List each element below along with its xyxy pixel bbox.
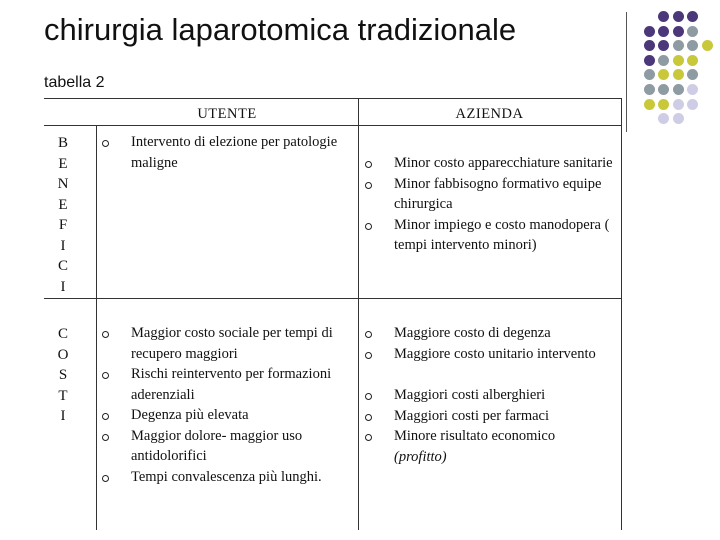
list-item: Maggiori costi alberghieri <box>359 385 617 406</box>
list-item: Minor costo apparecchiature sanitarie <box>359 153 617 174</box>
decorative-dot <box>658 40 669 51</box>
list-item: Minor fabbisogno formativo equipe chirurgica <box>359 174 617 215</box>
row-label-letter: I <box>60 278 66 295</box>
decorative-divider <box>626 12 627 132</box>
benefici-utente-cell <box>96 132 356 173</box>
row-label-letter: O <box>57 346 69 363</box>
list-item: Maggior dolore- maggior uso antidolorifici <box>96 426 354 467</box>
row-label-letter: C <box>57 326 68 342</box>
decorative-dot <box>702 40 713 51</box>
row-label-costi <box>53 324 73 427</box>
row-label-letter: I <box>60 408 66 424</box>
decorative-dot <box>687 99 698 110</box>
row-label-letter: E <box>58 196 68 213</box>
list-item: Rischi reintervento per formazioni aderenziali <box>96 364 354 405</box>
decorative-dot <box>673 69 684 80</box>
decorative-dot <box>658 26 669 37</box>
list-item: Degenza più elevata <box>96 405 354 426</box>
decorative-dot <box>673 11 684 22</box>
decorative-dot <box>658 113 669 124</box>
row-label-letter: E <box>58 155 68 172</box>
decorative-dot <box>644 55 655 66</box>
decorative-dot <box>687 40 698 51</box>
row-label-letter: N <box>57 176 69 192</box>
header-utente: UTENTE <box>197 106 257 122</box>
row-label-letter: B <box>57 135 68 151</box>
decorative-dot <box>658 99 669 110</box>
row-label-letter: T <box>58 387 68 404</box>
decorative-dot <box>644 26 655 37</box>
table-top-border <box>44 98 622 99</box>
header-azienda: AZIENDA <box>455 106 524 122</box>
list-item: Maggiori costi per farmaci <box>359 406 617 427</box>
decorative-dot <box>673 113 684 124</box>
decorative-dot <box>658 11 669 22</box>
decorative-dot <box>687 11 698 22</box>
costi-azienda-cell <box>359 323 617 467</box>
decorative-dot <box>644 84 655 95</box>
decorative-dot <box>644 69 655 80</box>
decorative-dot <box>673 55 684 66</box>
row-label-letter: C <box>57 258 68 274</box>
list-item: Maggiore costo di degenza <box>359 323 617 344</box>
decorative-dot <box>658 84 669 95</box>
decorative-dot <box>673 84 684 95</box>
decorative-dot <box>687 84 698 95</box>
list-item: Minore risultato economico <box>359 426 617 447</box>
decorative-dot <box>644 99 655 110</box>
slide-title: chirurgia laparotomica tradizionale <box>44 12 517 47</box>
table-row-divider <box>44 298 622 299</box>
row-label-letter: F <box>58 217 68 233</box>
table-header-border <box>44 125 622 126</box>
decorative-dot <box>687 69 698 80</box>
decorative-dot <box>658 69 669 80</box>
decorative-dot <box>673 40 684 51</box>
decorative-dot <box>658 55 669 66</box>
table-caption: tabella 2 <box>44 74 105 91</box>
costi-utente-cell <box>96 323 354 487</box>
list-item: Tempi convalescenza più lunghi. <box>96 467 354 488</box>
benefici-azienda-cell <box>359 153 617 256</box>
row-label-letter: S <box>58 367 68 383</box>
decorative-dot <box>673 26 684 37</box>
decorative-dot <box>687 55 698 66</box>
list-item: Minor impiego e costo manodopera ( tempi intervento minori) <box>359 215 617 256</box>
table-right-border <box>621 98 622 530</box>
list-item: Intervento di elezione per patologie maligne <box>96 132 356 173</box>
profit-note: (profitto) <box>394 448 447 465</box>
decorative-dot <box>673 99 684 110</box>
row-label-benefici <box>53 133 73 297</box>
decorative-dot <box>644 40 655 51</box>
list-item: Maggiore costo unitario intervento <box>359 344 617 365</box>
decorative-dot <box>687 26 698 37</box>
row-label-letter: I <box>60 237 66 254</box>
list-item: Maggior costo sociale per tempi di recupero maggiori <box>96 323 354 364</box>
